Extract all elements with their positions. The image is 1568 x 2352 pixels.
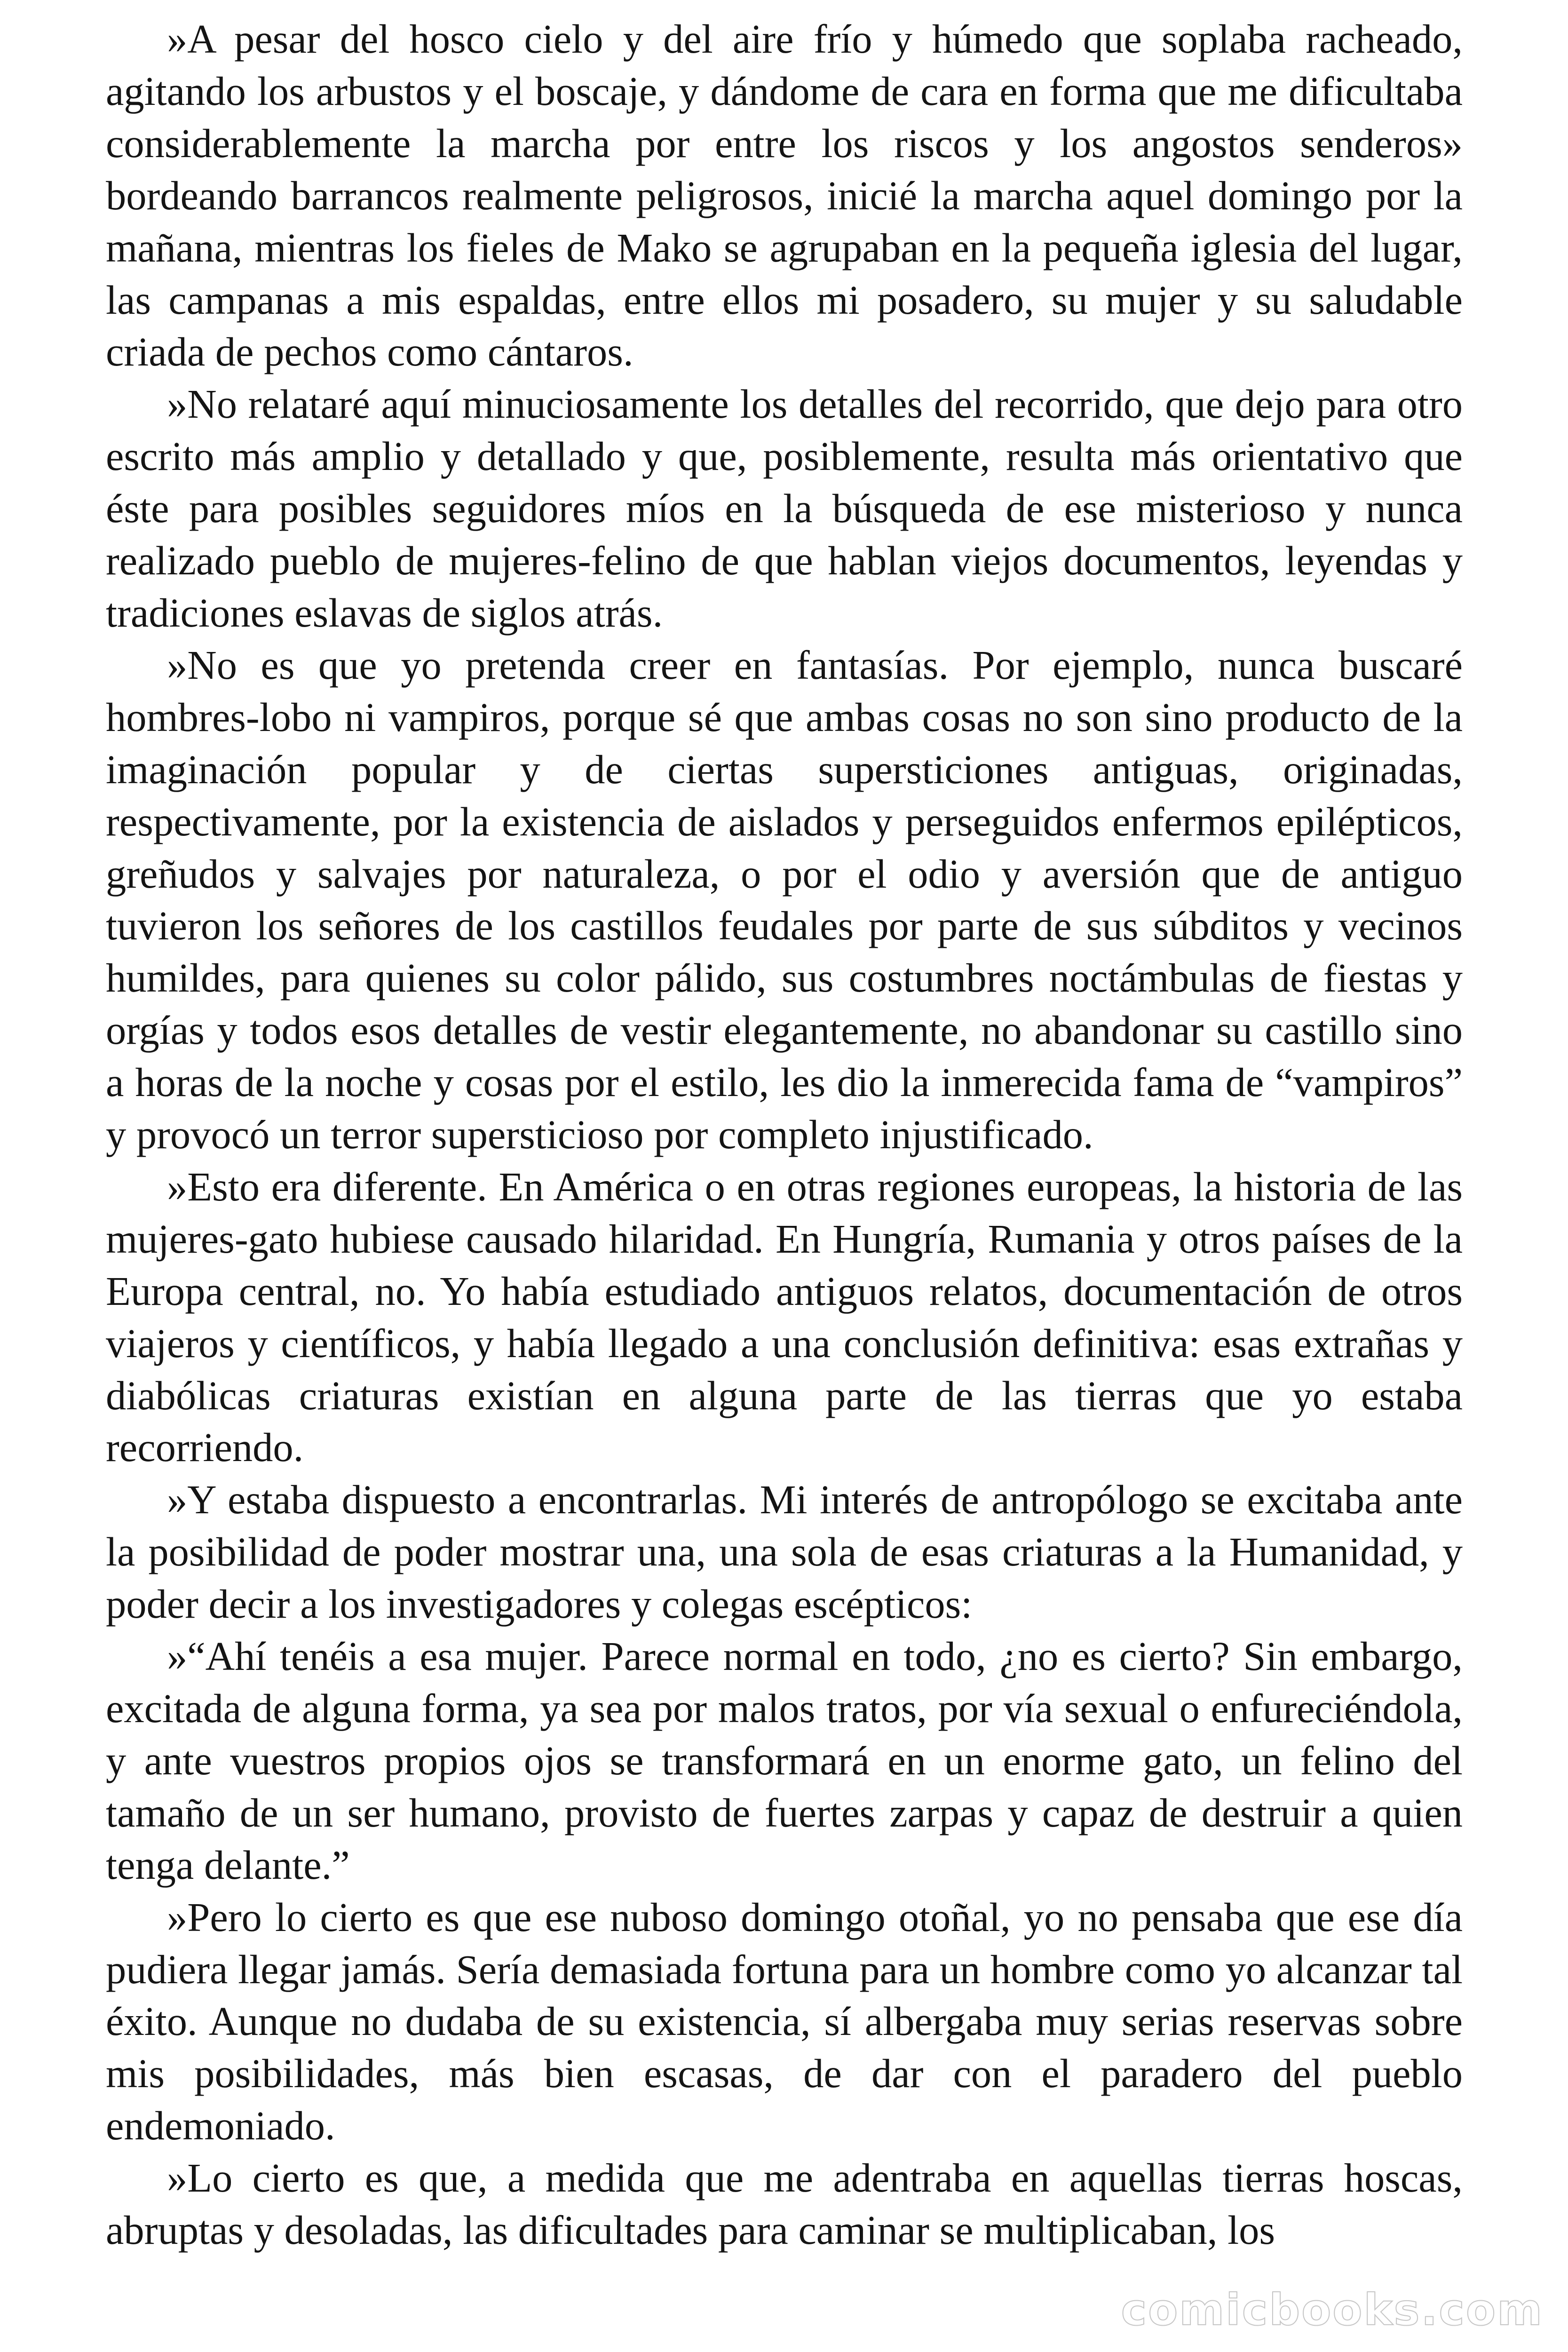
document-page (106, 13, 1463, 2332)
paragraph: »Esto era diferente. En América o en otras regiones europeas, la historia de las mujeres-gato hubiese causado hilaridad. En Hungría, Rumania y otros países de la Europa central, no. Yo había estudiado antiguos relatos, documentación de otros viajeros y científicos, y había llegado a una conclusión definitiva: esas extrañas y diabólicas criaturas existían en alguna parte de las tierras que yo estaba recorriendo. (106, 1164, 1463, 1470)
paragraph: »No es que yo pretenda creer en fantasías. Por ejemplo, nunca buscaré hombres-lobo ni vampiros, porque sé que ambas cosas no son sino producto de la imaginación popular y de ciertas supersticiones antiguas, originadas, respectivamente, por la existencia de aislados y perseguidos enfermos epilépticos, greñudos y salvajes por naturaleza, o por el odio y aversión que de antiguo tuvieron los señores de los castillos feudales por parte de sus súbditos y vecinos humildes, para quienes su color pálido, sus costumbres noctámbulas de fiestas y orgías y todos esos detalles de vestir elegantemente, no abandonar su castillo sino a horas de la noche y cosas por el estilo, les dio la inmerecida fama de “vampiros” y provocó un terror supersticioso por completo injustificado. (106, 642, 1463, 1158)
paragraph: »Y estaba dispuesto a encontrarlas. Mi interés de antropólogo se excitaba ante la posibilidad de poder mostrar una, una sola de esas criaturas a la Humanidad, y poder decir a los investigadores y colegas escépticos: (106, 1477, 1463, 1627)
paragraph: »Pero lo cierto es que ese nuboso domingo otoñal, yo no pensaba que ese día pudiera llegar jamás. Sería demasiada fortuna para un hombre como yo alcanzar tal éxito. Aunque no dudaba de su existencia, sí albergaba muy serias reservas sobre mis posibilidades, más bien escasas, de dar con el paradero del pueblo endemoniado. (106, 1894, 1463, 2149)
watermark: comicbooks.com (1121, 2285, 1544, 2335)
paragraph: »“Ahí tenéis a esa mujer. Parece normal en todo, ¿no es cierto? Sin embargo, excitada de alguna forma, ya sea por malos tratos, por vía sexual o enfureciéndola, y ante vuestros propios ojos se transformará en un enorme gato, un felino del tamaño de un ser humano, provisto de fuertes zarpas y capaz de destruir a quien tenga delante.” (106, 1634, 1463, 1888)
paragraph: »A pesar del hosco cielo y del aire frío y húmedo que soplaba racheado, agitando los arbustos y el boscaje, y dándome de cara en forma que me dificultaba considerablemente la marcha por entre los riscos y los angostos senderos» bordeando barrancos realmente peligrosos, inicié la marcha aquel domingo por la mañana, mientras los fieles de Mako se agrupaban en la pequeña iglesia del lugar, las campanas a mis espaldas, entre ellos mi posadero, su mujer y su saludable criada de pechos como cántaros. (106, 16, 1463, 375)
paragraph: »Lo cierto es que, a medida que me adentraba en aquellas tierras hoscas, abruptas y desoladas, las dificultades para caminar se multiplicaban, los (106, 2155, 1463, 2253)
paragraph: »No relataré aquí minuciosamente los detalles del recorrido, que dejo para otro escrito más amplio y detallado y que, posiblemente, resulta más orientativo que éste para posibles seguidores míos en la búsqueda de ese misterioso y nunca realizado pueblo de mujeres-felino de que hablan viejos documentos, leyendas y tradiciones eslavas de siglos atrás. (106, 381, 1463, 636)
